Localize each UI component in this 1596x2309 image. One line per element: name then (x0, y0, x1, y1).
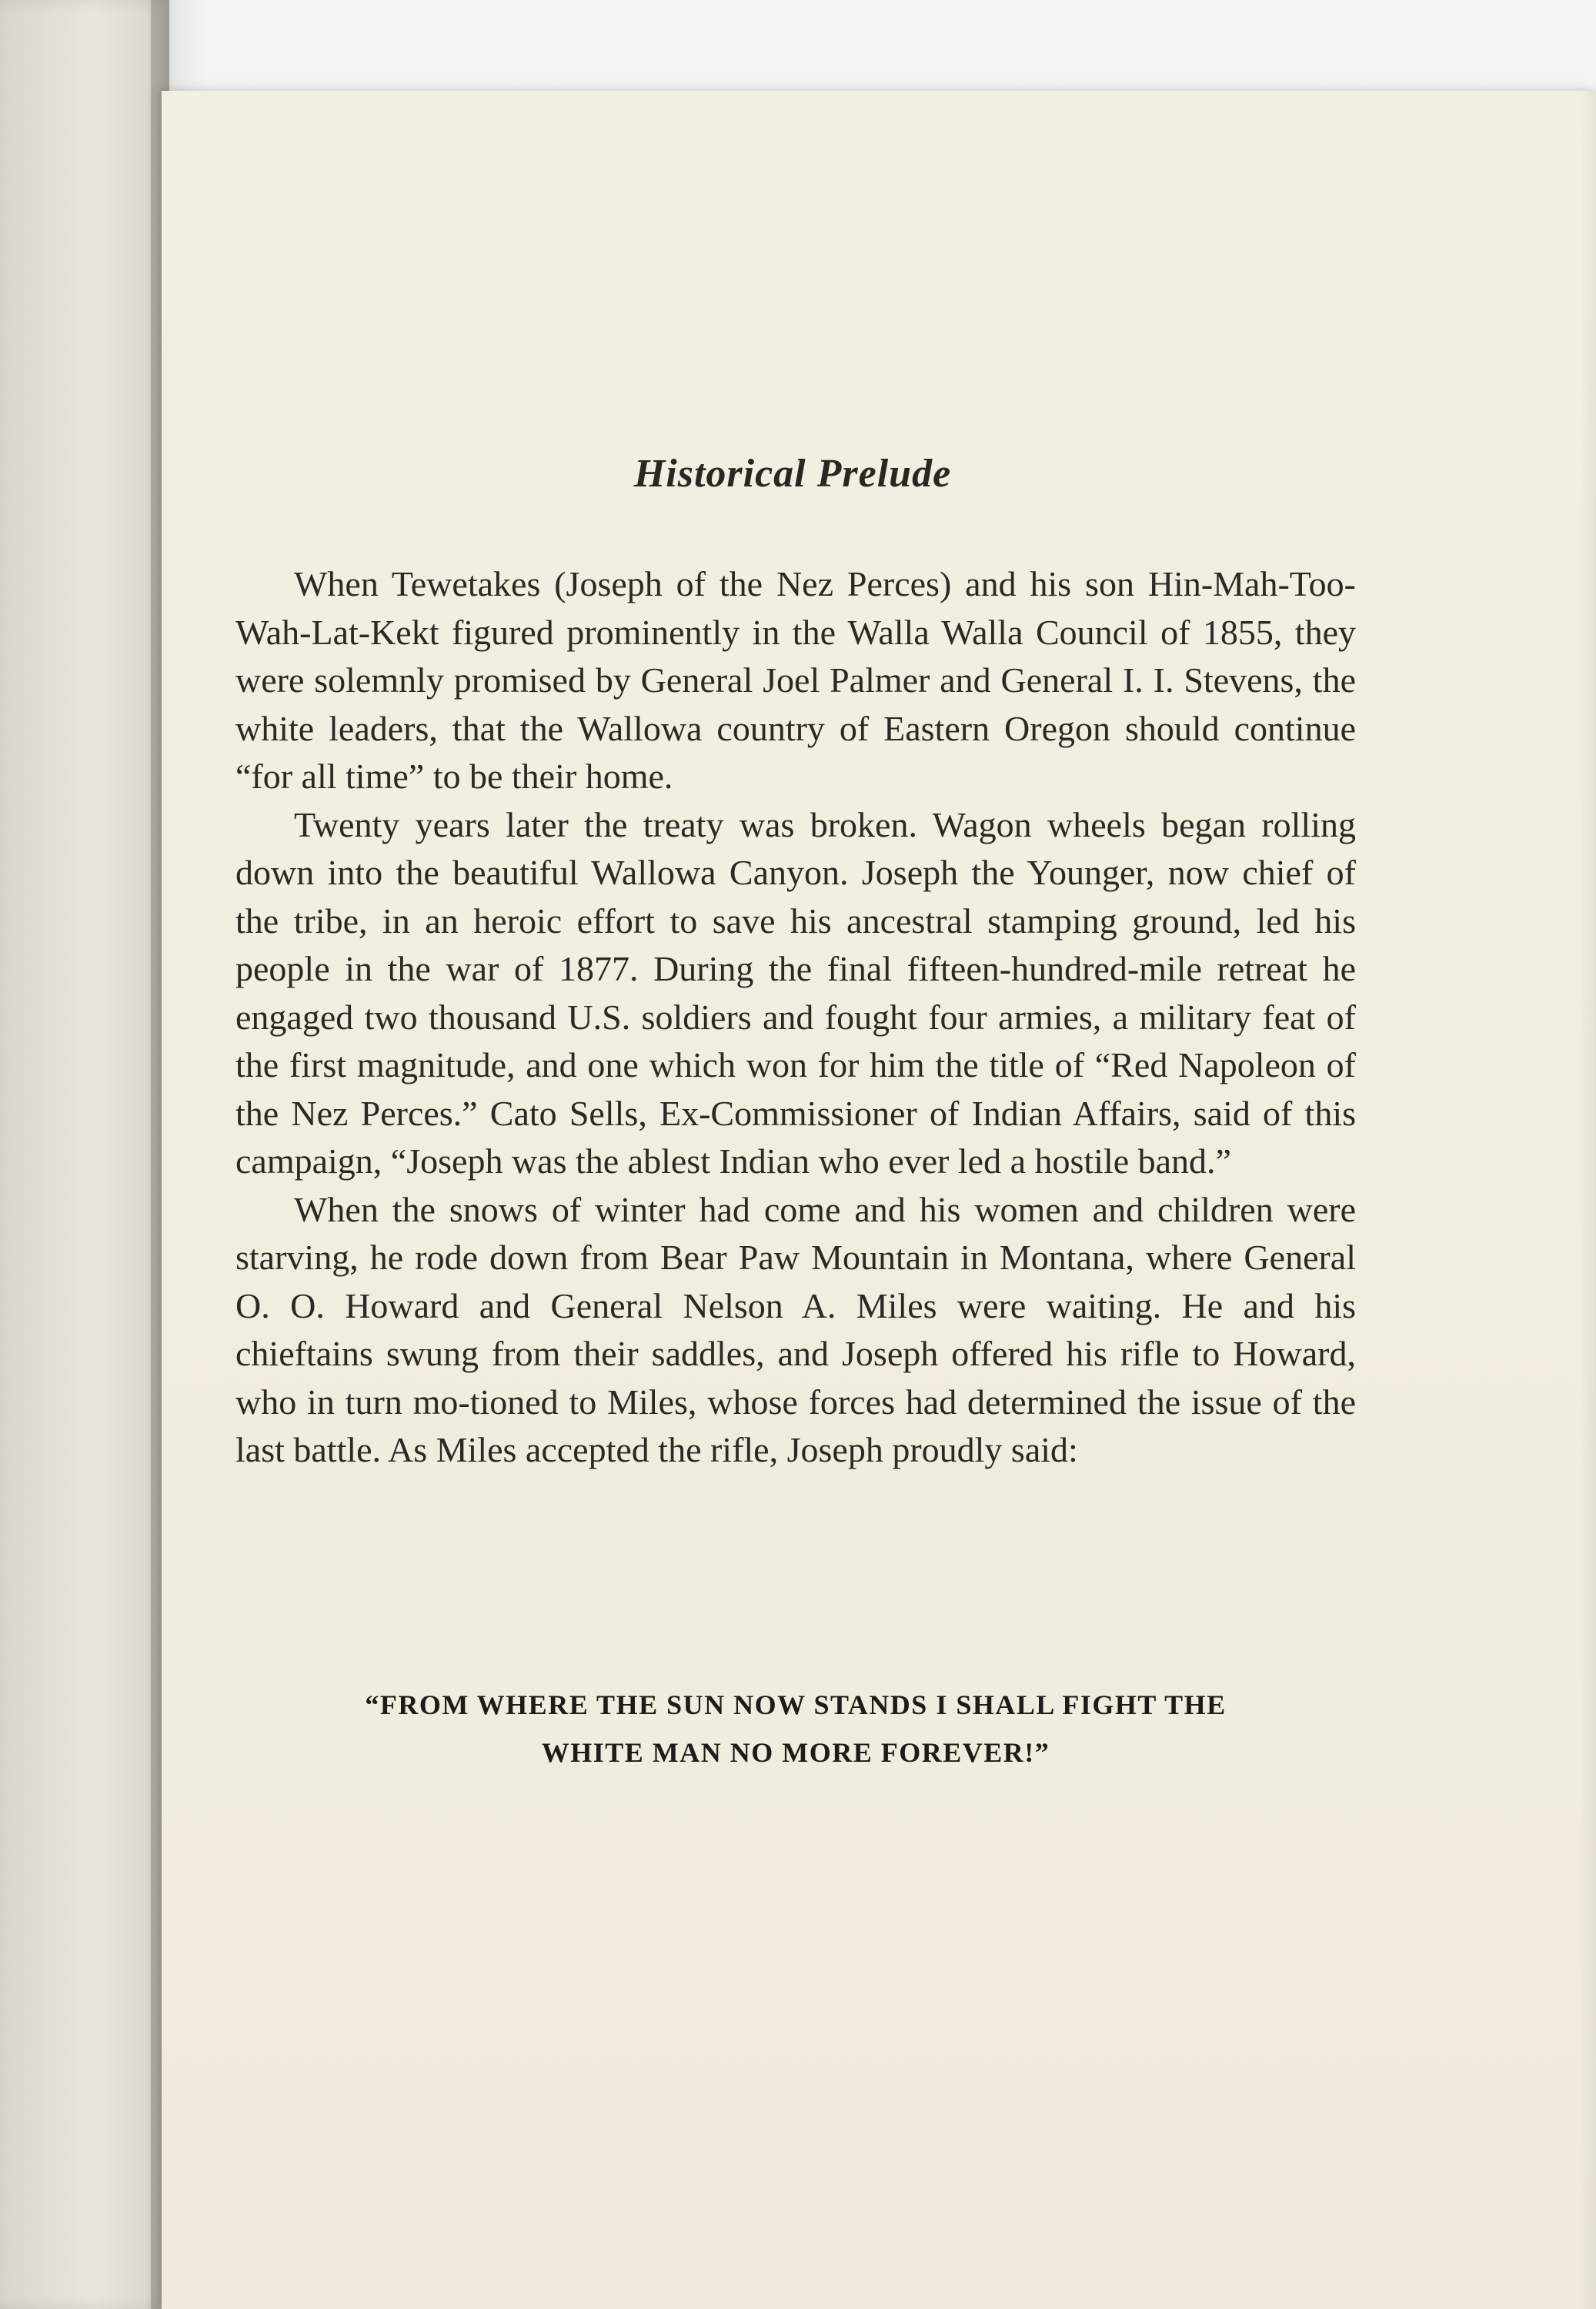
paragraph-1: When Tewetakes (Joseph of the Nez Perces) and his son Hin-Mah-Too-Wah-Lat-Kekt figured prominently in the Walla Walla Council of 1855, they were solemnly promised by General Joel Palmer and General I. I. Stevens, the white leaders, that the Wallowa country of Eastern Oregon should continue “for all time” to be their home. (235, 564, 1356, 796)
facing-page (0, 0, 169, 2309)
quote-line-1: “FROM WHERE THE SUN NOW STANDS I SHALL FIGHT THE (365, 1689, 1227, 1720)
page-title: Historical Prelude (633, 452, 952, 496)
quote-line-2: WHITE MAN NO MORE FOREVER!” (541, 1737, 1050, 1768)
paragraph-2: Twenty years later the treaty was broken. Wagon wheels began rolling down into the beautiful Wallowa Canyon. Joseph the Younger, now chief of the tribe, in an heroic effort to save his ancestral stamping ground, led his people in the war of 1877. During the final fifteen-hundred-mile retreat he engaged two thousand U.S. soldiers and fought four armies, a military feat of the first magnitude, and one which won for him the title of “Red Napoleon of the Nez Perces.” Cato Sells, Ex-Commissioner of Indian Affairs, said of this campaign, “Joseph was the ablest Indian who ever led a hostile band.” (235, 804, 1356, 1181)
page-edge (1581, 91, 1596, 2309)
body-text (235, 560, 1356, 1475)
paragraph-3: When the snows of winter had come and his women and children were starving, he rode down from Bear Paw Mountain in Montana, where General O. O. Howard and General Nelson A. Miles were waiting. He and his chieftains swung from their saddles, and Joseph offered his rifle to Howard, who in turn mo-tioned to Miles, whose forces had determined the issue of the last battle. As Miles accepted the rifle, Joseph proudly said: (235, 1189, 1356, 1469)
closing-quote (235, 1681, 1356, 1776)
book-page (162, 91, 1596, 2309)
